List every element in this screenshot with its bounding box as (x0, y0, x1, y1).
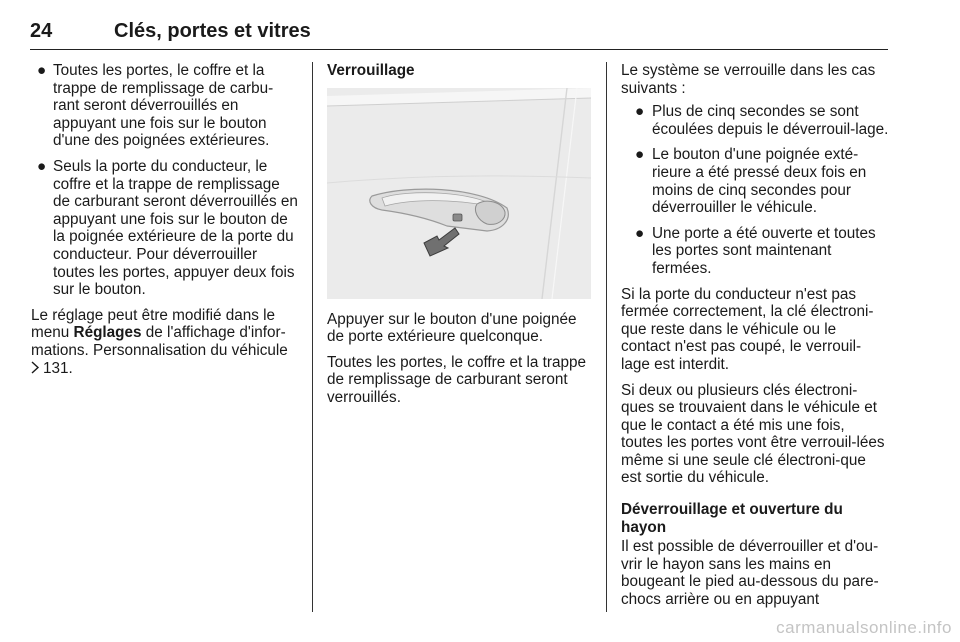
page-reference-icon (31, 361, 40, 374)
paragraph: Il est possible de déverrouiller et d'ou-vrir le hayon sans les mains en bougeant le pied au-dessous du pare-chocs arrière ou en appuyant (621, 538, 879, 609)
bullet-icon: ● (37, 157, 47, 175)
header-rule (30, 49, 888, 50)
section-heading: Déverrouillage et ouverture du hayon (621, 501, 843, 536)
list-item: ● Toutes les portes, le coffre et la trappe de remplissage de carbu-rant seront déverrouillés en appuyant une fois sur le bouton d'une des poignées extérieures. (37, 62, 274, 150)
settings-menu-name: Réglages (73, 324, 142, 342)
bullet-icon: ● (37, 62, 47, 79)
page-reference: 131. (43, 359, 73, 377)
bullet-list (31, 62, 299, 299)
list-item: ● Le bouton d'une poignée exté-rieure a été pressé deux fois en moins de cinq secondes pour déverrouiller le véhicule. (635, 146, 867, 217)
column-1 (31, 62, 299, 385)
section-heading: Verrouillage (327, 62, 415, 79)
bullet-list (621, 103, 889, 277)
paragraph: Toutes les portes, le coffre et la trappe de remplissage de carburant seront verrouillés. (327, 353, 587, 406)
page-number: 24 (30, 20, 53, 42)
paragraph: Si deux ou plusieurs clés électroni-ques se trouvaient dans le véhicule et que le contact a été mis une fois, toutes les portes vont être verrouil-lées même si une seule clé électroni-que est sortie du véhicule. (621, 381, 885, 487)
watermark: carmanualsonline.info (776, 618, 952, 637)
bullet-icon: ● (635, 224, 645, 242)
bullet-icon: ● (635, 146, 645, 164)
chapter-title: Clés, portes et vitres (114, 20, 311, 42)
paragraph: Le système se verrouille dans les cas suivants : (621, 62, 876, 97)
column-3 (621, 62, 889, 617)
column-divider (606, 62, 607, 612)
bullet-icon: ● (635, 103, 645, 121)
column-divider (312, 62, 313, 612)
page-header (30, 20, 888, 48)
list-item: ● Seuls la porte du conducteur, le coffre et la trappe de remplissage de carburant seront déverrouillés en appuyant une fois sur le bouton de la poignée extérieure de la porte du conducteur. Pour déverrouiller toutes les portes, appuyer deux fois sur le bouton. (37, 157, 298, 299)
column-2 (327, 62, 593, 415)
settings-paragraph: Le réglage peut être modifié dans le menu Réglages de l'affichage d'infor-mations. Personnalisation du véhicule 131. (31, 306, 288, 377)
list-item: ● Plus de cinq secondes se sont écoulées depuis le déverrouil-lage. (635, 103, 889, 138)
paragraph: Appuyer sur le bouton d'une poignée de porte extérieure quelconque. (327, 310, 577, 346)
list-item: ● Une porte a été ouverte et toutes les portes sont maintenant fermées. (635, 224, 876, 277)
paragraph: Si la porte du conducteur n'est pas fermée correctement, la clé électroni-que reste dans le véhicule ou le contact n'est pas coupé, le verrouil-lage est interdit. (621, 285, 874, 373)
door-handle-press-illustration (327, 88, 591, 299)
